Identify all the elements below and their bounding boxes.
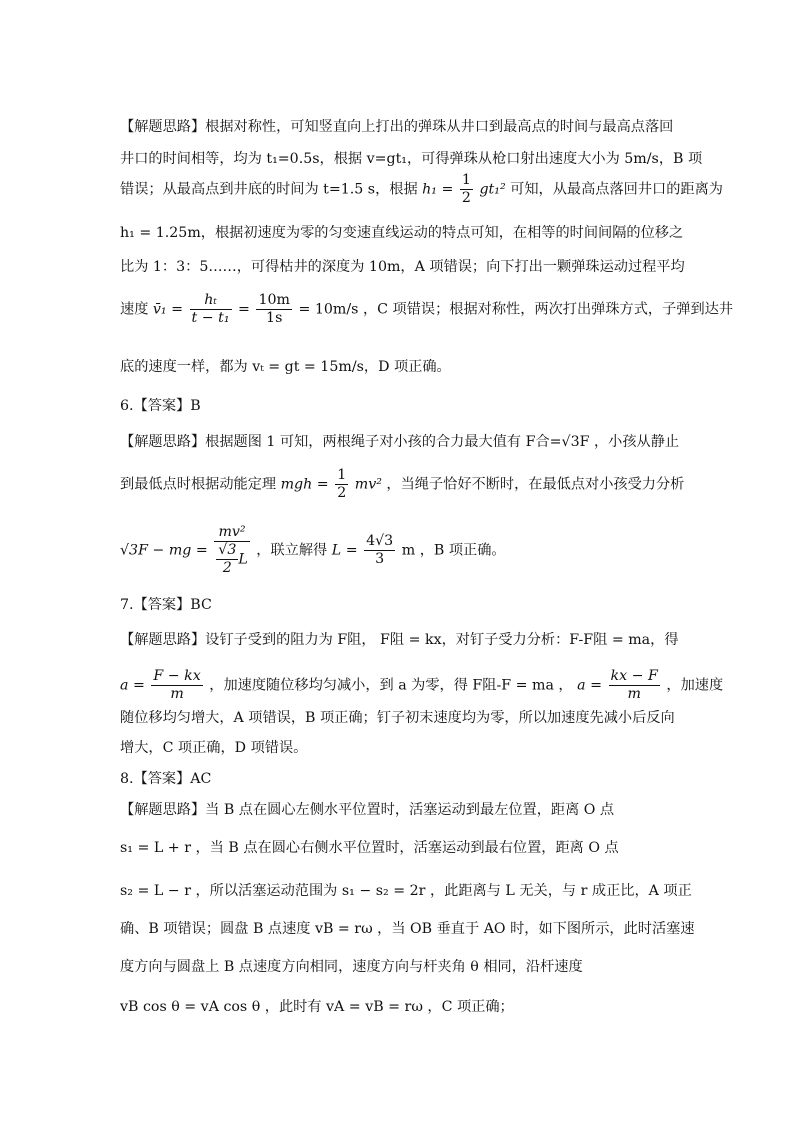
text-line: 随位移均匀增大，A 项错误，B 项正确；钉子初末速度均为零，所以加速度先减小后反向 [120, 710, 675, 726]
fraction: $\frac{\text{hₜ}}{\text{t − t₁}}$ [191, 292, 230, 326]
text-segment: ，加速度 [666, 677, 724, 694]
formula: v̄₁ = [152, 301, 184, 318]
text-line: h₁ = 1.25m，根据初速度为零的匀变速直线运动的特点可知，在相等的时间间隔的位移之 [120, 225, 684, 241]
text-line [120, 668, 723, 703]
text-line: 【解题思路】设钉子受到的阻力为 F阻， F阻 = kx，对钉子受力分析：F-F阻 = ma，得 [120, 632, 679, 648]
text-line [120, 172, 723, 207]
text-line [120, 467, 684, 502]
text-line: 底的速度一样，都为 vₜ = gt = 15m/s，D 项正确。 [120, 359, 451, 375]
text-line: 【解题思路】根据题图 1 可知，两根绳子对小孩的合力最大值有 F合=√3F ，小孩从静止 [120, 434, 680, 450]
text-line: s₂ = L − r ，所以活塞运动范围为 s₁ − s₂ = 2r ，此距离与 L 无关，与 r 成正比，A 项正 [120, 883, 692, 899]
text-line: s₁ = L + r ，当 B 点在圆心右侧水平位置时，活塞运动到最右位置，距离 O 点 [120, 840, 619, 856]
formula: gt₁² [479, 181, 506, 198]
formula: √3F − mg = [120, 542, 208, 559]
fraction: $\frac{1}{2}$ [337, 467, 347, 501]
fraction: $\frac{4√3}{3}$ [366, 533, 394, 567]
text-segment: ，当绳子恰好不断时，在最低点对小孩受力分析 [386, 476, 685, 493]
fraction: $\frac{kx - F}{m}$ [610, 668, 658, 702]
formula: a = [577, 677, 602, 694]
formula: h₁ = [422, 181, 454, 198]
formula: L = [331, 542, 358, 559]
text-segment: 速度 [120, 301, 149, 318]
text-line: 比为 1：3：5……，可得枯井的深度为 10m，A 项错误；向下打出一颗弹珠运动过程平均 [120, 259, 685, 275]
text-segment: 可知，从最高点落回井口的距离为 [510, 181, 723, 198]
text-line: 【解题思路】当 B 点在圆心左侧水平位置时，活塞运动到最左位置，距离 O 点 [120, 802, 615, 818]
text-segment: 到最低点时根据动能定理 [120, 476, 277, 493]
formula: m [401, 542, 416, 559]
text-segment: ，C 项错误；根据对称性，两次打出弹珠方式，子弹到达井 [362, 301, 734, 318]
fraction: $\frac{F - kx}{m}$ [153, 668, 201, 702]
text-line: 度方向与圆盘上 B 点速度方向相同，速度方向与杆夹角 θ 相同，沿杆速度 [120, 959, 583, 975]
text-segment: ，联立解得 [256, 542, 328, 559]
formula: = 10m/s [298, 301, 359, 318]
fraction: $\frac{10m}{1s}$ [258, 292, 290, 326]
text-segment: ，加速度随位移均匀减小，到 a 为零，得 F阻-F = ma ， [209, 677, 573, 694]
fraction: mv² $\frac{√3}{2}$ L [214, 524, 250, 577]
answer-heading: 7.【答案】BC [120, 597, 212, 613]
text-segment: 错误；从最高点到井底的时间为 t=1.5 s，根据 [120, 181, 418, 198]
answer-heading: 8.【答案】AC [120, 771, 212, 787]
text-segment: ，B 项正确。 [419, 542, 506, 559]
formula: mgh = [280, 476, 329, 493]
text-line: 井口的时间相等，均为 t₁=0.5s，根据 v=gt₁，可得弹珠从枪口射出速度大小为 5m/s，B 项 [120, 151, 703, 167]
formula: mv² [354, 476, 382, 493]
text-line [120, 524, 506, 577]
text-line: vB cos θ = vA cos θ ，此时有 vA = vB = rω ，C 项正确； [120, 999, 514, 1015]
text-line: 速度 v̄₁ = $\frac{\text{hₜ}}{\text{t − t₁}}$ = $\frac{10m}{1s}$ = 10m/s ，C 项错误；根据对称性，两次打出弹珠方式，子弹到达井 [120, 292, 734, 326]
text-line: 【解题思路】根据对称性，可知竖直向上打出的弹珠从井口到最高点的时间与最高点落回 [120, 119, 674, 135]
text-line: 增大，C 项正确，D 项错误。 [120, 740, 308, 756]
fraction: $\frac{1}{2}$ [461, 172, 471, 206]
answer-heading: 6.【答案】B [120, 398, 201, 414]
text-line: 确、B 项错误；圆盘 B 点速度 vB = rω ，当 OB 垂直于 AO 时，如下图所示，此时活塞速 [120, 921, 695, 937]
formula: a = [120, 677, 145, 694]
